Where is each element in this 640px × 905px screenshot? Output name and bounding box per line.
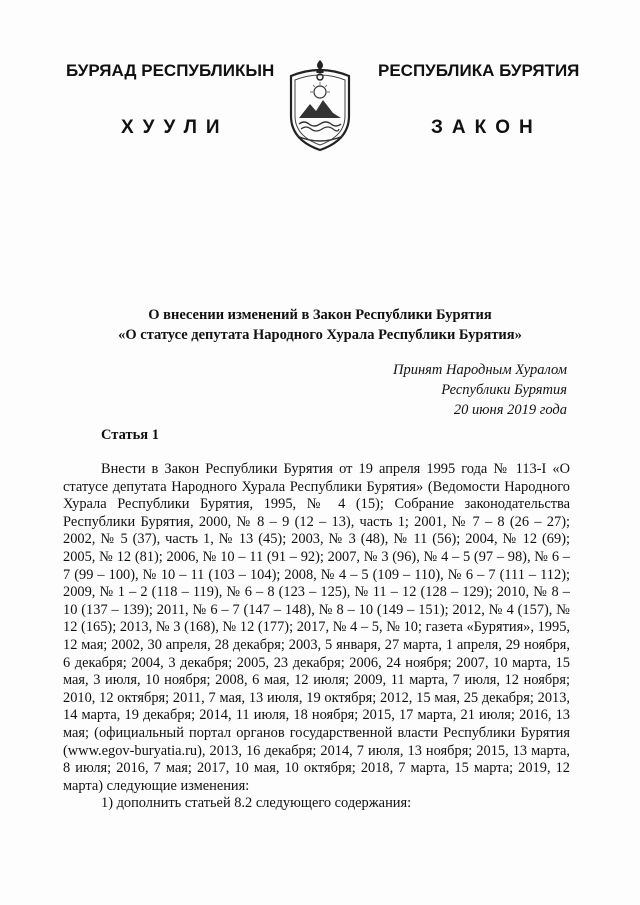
article-body	[63, 461, 570, 813]
adoption-note	[267, 360, 567, 420]
document-title	[40, 305, 600, 345]
adoption-line-1: Принят Народным Хуралом	[392, 362, 567, 378]
header-left-subtitle: ХУУЛИ	[121, 117, 229, 138]
title-line-1: О внесении изменений в Закон Республики Бурятия	[148, 307, 492, 323]
header-left-title: БУРЯАД РЕСПУБЛИКЫН	[66, 61, 275, 80]
article-paragraph-1: Внести в Закон Республики Бурятия от 19 апреля 1995 года № 113-I «О статусе депутата Народного Хурала Республики Бурятия» (Ведомости Народного Хурала Республики Бурятия, 1995, № 4 (15); Собрание законодательства Республики Бурятия, 2000, № 8 – 9 (12 – 13), часть 1; 2001, № 7 – 8 (26 – 27); 2002, № 5 (37), часть 1, № 13 (45); 2003, № 3 (48), № 11 (56); 2004, № 12 (69); 2005, № 12 (81); 2006, № 10 – 11 (91 – 92); 2007, № 3 (96), № 4 – 5 (97 – 98), № 6 – 7 (99 – 100), № 10 – 11 (103 – 104); 2008, № 4 – 5 (109 – 110), № 6 – 7 (111 – 112); 2009, № 1 – 2 (118 – 119), № 6 – 8 (123 – 125), № 11 – 12 (128 – 129); 2010, № 8 – 10 (137 – 139); 2011, № 6 – 7 (147 – 148), № 8 – 10 (149 – 151); 2012, № 4 (157), № 12 (165); 2013, № 3 (168), № 12 (177); 2017, № 4 – 5, № 10; газета «Бурятия», 1995, 12 мая; 2002, 30 апреля, 28 декабря; 2003, 5 января, 27 марта, 1 апреля, 29 ноября, 6 декабря; 2004, 3 декабря; 2005, 23 декабря; 2006, 24 ноября; 2007, 10 марта, 15 мая, 3 июля, 10 ноября; 2008, 6 мая, 12 июля; 2009, 11 марта, 7 июля, 12 ноября; 2010, 12 октября; 2011, 7 мая, 13 июля, 19 октября; 2012, 15 мая, 25 декабря; 2013, 14 марта, 19 декабря; 2014, 11 июля, 18 ноября; 2015, 17 марта, 21 июля; 2016, 13 мая; (официальный портал органов государственной власти Республики Бурятия (www.egov-buryatia.ru), 2013, 16 декабря; 2014, 7 июля, 13 ноября; 2015, 13 марта, 8 июля; 2016, 7 мая; 2017, 10 мая, 10 октября; 2018, 7 марта, 15 марта; 2019, 12 марта) следующие изменения:	[63, 461, 570, 794]
coat-of-arms-emblem	[283, 58, 357, 154]
header-right-title: РЕСПУБЛИКА БУРЯТИЯ	[378, 61, 580, 80]
adoption-line-2: Республики Бурятия	[441, 382, 567, 398]
article-paragraph-2: 1) дополнить статьей 8.2 следующего содержания:	[101, 795, 412, 812]
title-line-2: «О статусе депутата Народного Хурала Республики Бурятия»	[118, 327, 522, 343]
article-heading: Статья 1	[101, 427, 159, 443]
adoption-date: 20 июня 2019 года	[453, 402, 567, 418]
header-right-subtitle: ЗАКОН	[431, 117, 542, 138]
